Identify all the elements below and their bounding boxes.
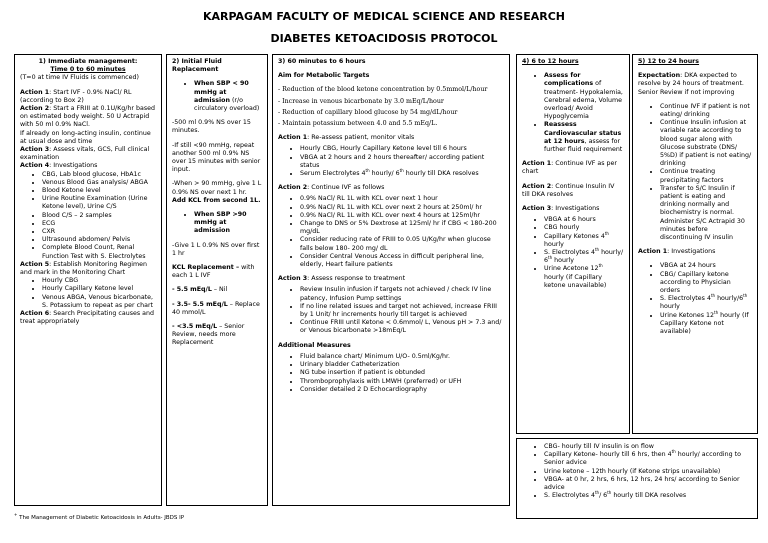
list-item: • Thromboprophylaxis with LMWH (preferred) or UFH — [300, 378, 504, 386]
col1-investigations-list — [20, 171, 156, 261]
list-item: • Venous ABGA, Venous bicarbonate, S. Potassium to repeat as per chart — [42, 294, 156, 310]
list-item: • S. Electrolytes 4th/ 6th hourly till DKA resolves — [544, 492, 752, 500]
col3-additional-list — [278, 353, 504, 394]
col3-additional-heading: Additional Measures — [278, 341, 351, 349]
list-item: • Reassess Cardiovascular status at 12 hours, assess for further fluid requirement — [544, 121, 624, 154]
col2-kcl-heading: KCL Replacement – with each 1 L IVF — [172, 264, 255, 280]
list-item: • If no line related issues and target not achieved, increase FRIII by 1 Unit/ hr increments hourly till target is achieved — [300, 303, 504, 319]
list-item: • ECG — [42, 220, 156, 228]
list-item: • Urine Ketones 12th hourly (If Capillary Ketone not available) — [660, 312, 752, 337]
list-item: • VBGA at 6 hours — [544, 216, 624, 224]
list-item: • Blood C/S – 2 samples — [42, 212, 156, 220]
list-item: • CXR — [42, 228, 156, 236]
list-item: • 0.9% NaCl/ RL 1L with KCL over next 4 hours at 125ml/hr — [300, 212, 504, 220]
immediate-management-box — [14, 54, 162, 506]
col1-action4: Action 4: Investigations — [20, 162, 98, 170]
list-item: • Fluid balance chart/ Minimum U/O- 0.5ml/Kg/hr. — [300, 353, 504, 361]
list-item: • NG tube insertion if patient is obtunded — [300, 369, 504, 377]
col3-target: - Reduction of the blood ketone concentration by 0.5mmol/L/hour — [278, 86, 488, 94]
list-item: • Hourly CBG — [42, 277, 156, 285]
col1-action6: Action 6: Search Precipitating causes and treat appropriately — [20, 310, 155, 326]
list-item: • Change to DNS or 5% Dextrose at 125ml/ hr if CBG < 180-200 mg/dL — [300, 220, 504, 236]
col5-investigations-list — [638, 262, 752, 336]
six-to-twelve-hours-box — [516, 54, 630, 434]
col1-action2-extra: If already on long-acting insulin, continue at usual dose and time — [20, 129, 151, 145]
list-item: • VBGA- at 0 hr, 2 hrs, 6 hrs, 12 hrs, 24 hrs/ according to Senior advice — [544, 476, 752, 492]
list-item: • VBGA at 2 hours and 2 hours thereafter/ according patient status — [300, 154, 504, 170]
col1-action3: Action 3: Assess vitals, GCS, Full clinical examination — [20, 146, 150, 162]
col4-investigations-list — [522, 216, 624, 290]
list-item: • Serum Electrolytes 4th hourly/ 6th hourly till DKA resolves — [300, 170, 504, 178]
col2-fluid3: -When > 90 mmHg, give 1 L 0.9% NS over next 1 hr. Add KCL from second 1L. — [172, 180, 262, 204]
list-item: • Continue Insulin infusion at variable rate according to blood sugar along with Glucose substrate (DNS/ 5%D) if patient is not eating/ drinking — [660, 119, 752, 168]
footnote: + The Management of Diabetic Ketoacidosis in Adults- JBDS IP — [14, 512, 185, 521]
col1-note: (T=0 at time IV Fluids is commenced) — [20, 74, 139, 82]
col2-kcl-3: - <3.5 mEq/L – Senior Review, needs more Replacement — [172, 323, 245, 347]
list-item: • Consider reducing rate of FRIII to 0.05 U/Kg/hr when glucose falls below 180- 200 mg/ dL — [300, 236, 504, 252]
list-item: • Urine ketone – 12th hourly (if Ketone strips unavailable) — [544, 468, 752, 476]
list-item: • CBG hourly — [544, 224, 624, 232]
institution-title: KARPAGAM FACULTY OF MEDICAL SCIENCE AND RESEARCH — [202, 10, 566, 23]
col3-action1: Action 1: Re-assess patient, monitor vitals — [278, 134, 415, 142]
col2-fluid2: -If still <90 mmHg, repeat another 500 ml 0.9% NS over 15 minutes with senior input. — [172, 141, 261, 174]
col3-action1-list — [278, 145, 504, 178]
col3-aim: Aim for Metabolic Targets — [278, 72, 370, 80]
list-item: • VBGA at 24 hours — [660, 262, 752, 270]
twelve-to-twentyfour-hours-box — [632, 54, 758, 434]
list-item: • Continue FRIII until Ketone < 0.6mmol/ L, Venous pH > 7.3 and/ or Venous bicarbonate >18mEq/L — [300, 319, 504, 335]
list-item: • Venous Blood Gas analysis/ ABGA — [42, 179, 156, 187]
col3-target: - Increase in venous bicarbonate by 3.0 mEq/L/hour — [278, 97, 444, 105]
list-item: • Ultrasound abdomen/ Pelvis — [42, 236, 156, 244]
protocol-title: DIABETES KETOACIDOSIS PROTOCOL — [270, 32, 498, 45]
col4-action3: Action 3: Investigations — [522, 205, 600, 213]
col4-action2: Action 2: Continue Insulin IV till DKA resolves — [522, 182, 615, 198]
col3-action3-list — [278, 286, 504, 335]
col3-action3: Action 3: Assess response to treatment — [278, 275, 406, 283]
sixty-min-to-six-hours-box — [272, 54, 510, 506]
list-item: • CBG- hourly till IV insulin is on flow — [544, 443, 752, 451]
list-item: • 0.9% NaCl/ RL 1L with KCL over next 2 hours at 250ml/ hr — [300, 204, 504, 212]
col3-heading: 3) 60 minutes to 6 hours — [278, 58, 366, 65]
col2-heading: 2) Initial Fluid Replacement — [172, 58, 222, 74]
col4-heading: 4) 6 to 12 hours — [522, 58, 579, 65]
list-item: • S. Electrolytes 4th hourly/6th hourly — [660, 295, 752, 311]
list-item: • S. Electrolytes 4th hourly/ 6th hourly — [544, 249, 624, 265]
list-item: • Transfer to S/C Insulin if patient is eating and drinking normally and biochemistry is normal. Administer S/C Actrapid 30 minutes before discontinuing IV insulin — [660, 185, 752, 242]
list-item: • When SBP < 90 mmHg at admission (r/o circulatory overload) — [194, 80, 262, 113]
list-item: • Assess for complications of treatment- Hypokalemia, Cerebral edema, Volume overload/ Avoid Hypoglycemia — [544, 72, 624, 121]
list-item: • CBG/ Capillary ketone according to Physician orders — [660, 271, 752, 296]
col1-heading: 1) Immediate management: — [38, 58, 138, 65]
list-item: • Consider detailed 2 D Echocardiography — [300, 386, 504, 394]
list-item: • 0.9% NaCl/ RL 1L with KCL over next 1 hour — [300, 195, 504, 203]
list-item: • Urinary bladder Catheterization — [300, 361, 504, 369]
col4-action1: Action 1: Continue IVF as per chart — [522, 160, 618, 176]
col3-action2-list — [278, 195, 504, 269]
col2-kcl-2: - 3.5- 5.5 mEq/L – Replace 40 mmol/L — [172, 300, 260, 316]
monitoring-summary-box — [516, 438, 758, 519]
col2-sbp-low-list — [172, 80, 262, 113]
col5-items-list — [638, 103, 752, 242]
col3-action2: Action 2: Continue IVF as follows — [278, 184, 385, 192]
list-item: • Hourly CBG, Hourly Capillary Ketone level till 6 hours — [300, 145, 504, 153]
list-item: • Review Insulin infusion if targets not achieved / check IV line patency, Infusion Pump settings — [300, 286, 504, 302]
col5-action1: Action 1: Investigations — [638, 248, 716, 256]
col4-assess-list — [522, 72, 624, 154]
col1-monitoring-list — [20, 277, 156, 310]
list-item: • Urine Acetone 12th hourly (if Capillary ketone unavailable) — [544, 265, 624, 290]
list-item: • Continue treating precipitating factors — [660, 168, 752, 184]
list-item: • Blood Ketone level — [42, 187, 156, 195]
col3-target: - Maintain potassium between 4.0 and 5.5 mEq/L. — [278, 120, 438, 128]
col3-target: - Reduction of capillary blood glucose by 54 mg/dL/hour — [278, 108, 458, 116]
list-item: • When SBP >90 mmHg at admission — [194, 211, 262, 236]
bottom-list — [522, 443, 752, 500]
list-item: • CBG, Lab blood glucose, HbA1c — [42, 171, 156, 179]
col1-action1: Action 1: Start IVF - 0.9% NaCl/ RL (according to Box 2) — [20, 88, 132, 104]
initial-fluid-box — [166, 54, 268, 506]
list-item: • Urine Routine Examination (Urine Ketone level), Urine C/S — [42, 195, 156, 211]
list-item: • Capillary Ketone- hourly till 6 hrs, then 4th hourly/ according to Senior advice — [544, 451, 752, 467]
col1-subheading: Time 0 to 60 minutes — [50, 66, 126, 74]
list-item: • Hourly Capillary Ketone level — [42, 285, 156, 293]
list-item: • Capillary Ketones 4th hourly — [544, 233, 624, 249]
col2-sbp-high-list — [172, 211, 262, 236]
col2-kcl-1: - 5.5 mEq/L – Nil — [172, 286, 228, 294]
list-item: • Continue IVF if patient is not eating/ drinking — [660, 103, 752, 119]
col2-fluid1: -500 ml 0.9% NS over 15 minutes. — [172, 119, 251, 135]
list-item: • Complete Blood Count, Renal Function Test with S. Electrolytes — [42, 244, 156, 260]
col1-action2: Action 2: Start a FRIII at 0.1U/Kg/hr based on estimated body weight. 50 U Actrapid with 50 ml 0.9% NaCl. — [20, 105, 156, 129]
col2-fluid4: -Give 1 L 0.9% NS over first 1 hr — [172, 241, 260, 257]
col5-heading: 5) 12 to 24 hours — [638, 58, 700, 65]
col1-action5: Action 5: Establish Monitoring Regimen and mark in the Monitoring Chart — [20, 260, 148, 277]
col5-expectation: Expectation: DKA expected to resolve by 24 hours of treatment. Senior Review if not improving — [638, 72, 744, 96]
list-item: • Consider Central Venous Access in difficult peripheral line, elderly, Heart failure patients — [300, 253, 504, 269]
